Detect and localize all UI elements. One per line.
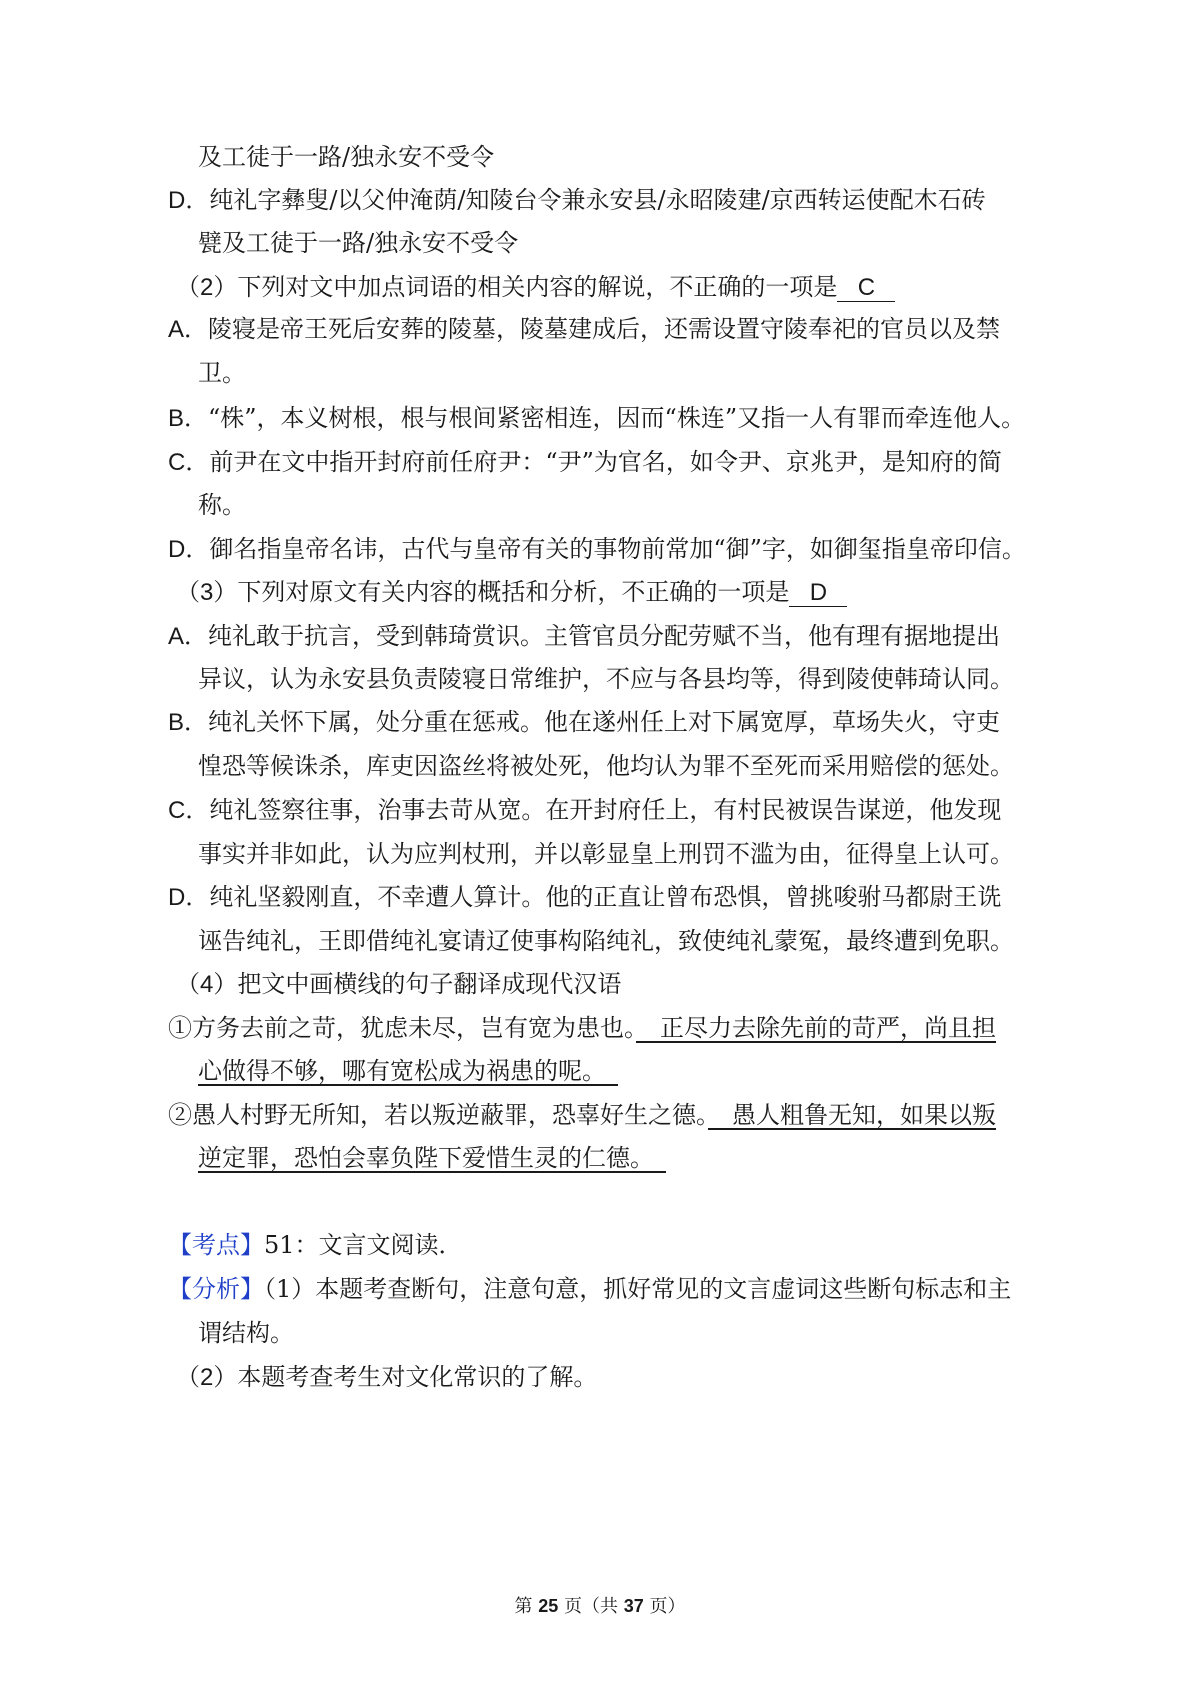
option-c-line xyxy=(168,794,1001,827)
option-d-line xyxy=(168,881,1001,914)
option-d-continuation xyxy=(198,925,1014,957)
option-b-line xyxy=(168,706,1000,739)
footer-mid: 页（共 xyxy=(564,1596,618,1617)
analysis-label: （2） xyxy=(176,1364,238,1391)
answer-translation: 心做得不够，哪有宽松成为祸患的呢。 xyxy=(198,1057,618,1085)
line-text: 陵寝是帝王死后安葬的陵墓，陵墓建成后，还需设置守陵奉祀的官员以及禁 xyxy=(208,315,1001,343)
option-a-continuation xyxy=(198,663,1014,695)
translation-2-continuation xyxy=(198,1142,666,1174)
answer-blank: C xyxy=(837,275,895,302)
current-page-number: 25 xyxy=(538,1596,559,1616)
line-text: 卫。 xyxy=(198,359,246,387)
analysis-2 xyxy=(176,1361,597,1394)
question-label: （4） xyxy=(176,971,238,998)
option-d-continuation xyxy=(198,227,518,259)
fenxi-label: 【分析】 xyxy=(168,1275,264,1303)
answer-translation: 逆定罪，恐怕会辜负陛下爱惜生灵的仁德。 xyxy=(198,1144,666,1172)
option-c-continuation xyxy=(198,838,1014,870)
line-text: 异议，认为永安县负责陵寝日常维护，不应与各县均等，得到陵使韩琦认同。 xyxy=(198,665,1014,693)
question-2 xyxy=(176,271,895,304)
line-text: 御名指皇帝名讳，古代与皇帝有关的事物前常加“御”字，如御玺指皇帝印信。 xyxy=(209,535,1026,563)
option-label: A． xyxy=(168,623,209,650)
page-footer xyxy=(0,1594,1200,1619)
line-text: 前尹在文中指开封府前任府尹：“尹”为官名，如令尹、京兆尹，是知府的简 xyxy=(209,448,1002,476)
answer-translation: 正尽力去除先前的苛严，尚且担 xyxy=(636,1014,996,1042)
line-text: 纯礼敢于抗言，受到韩琦赏识。主管官员分配劳赋不当，他有理有据地提出 xyxy=(208,622,1001,650)
line-text: 惶恐等候诛杀，库吏因盗丝将被处死，他均认为罪不至死而采用赔偿的惩处。 xyxy=(198,752,1014,780)
option-b-continuation xyxy=(198,750,1014,782)
option-label: D． xyxy=(168,187,210,214)
option-label: B． xyxy=(168,405,209,432)
fenxi-continuation xyxy=(198,1317,294,1349)
kaodian-text: 51：文言文阅读． xyxy=(264,1231,463,1259)
option-c-line xyxy=(168,446,1002,479)
line-text: 及工徒于一路/独永安不受令 xyxy=(198,143,495,171)
line-text: 诬告纯礼，王即借纯礼宴请辽使事构陷纯礼，致使纯礼蒙冤，最终遭到免职。 xyxy=(198,927,1014,955)
option-c-continuation xyxy=(198,141,494,173)
option-label: B． xyxy=(168,709,209,736)
line-text: 纯礼关怀下属，处分重在惩戒。他在遂州任上对下属宽厚，草场失火，守吏 xyxy=(208,708,1001,736)
item-marker: ② xyxy=(168,1101,192,1129)
option-a-line xyxy=(168,620,1000,653)
translation-1 xyxy=(168,1012,996,1044)
footer-suffix: 页） xyxy=(649,1596,686,1617)
kaodian-line xyxy=(168,1229,463,1261)
option-label: A． xyxy=(168,316,209,343)
question-text: 把文中画横线的句子翻译成现代汉语 xyxy=(237,970,622,998)
question-3 xyxy=(176,576,847,609)
option-label: D． xyxy=(168,536,210,563)
option-c-continuation xyxy=(198,489,246,521)
line-text: 谓结构。 xyxy=(198,1319,294,1347)
option-d-line xyxy=(168,184,986,217)
line-text: 称。 xyxy=(198,491,246,519)
question-label: （2） xyxy=(176,274,238,301)
total-page-number: 37 xyxy=(623,1596,644,1616)
source-sentence: 愚人村野无所知，若以叛逆蔽罪，恐辜好生之德。 xyxy=(192,1101,708,1129)
question-text: 下列对文中加点词语的相关内容的解说，不正确的一项是 xyxy=(237,273,838,301)
answer-blank: D xyxy=(789,580,847,607)
option-b-line xyxy=(168,402,1025,435)
analysis-text: 本题考查考生对文化常识的了解。 xyxy=(237,1363,598,1391)
footer-prefix: 第 xyxy=(514,1596,533,1617)
option-label: C． xyxy=(168,449,210,476)
line-text: 甓及工徒于一路/独永安不受令 xyxy=(198,229,519,257)
question-label: （3） xyxy=(176,579,238,606)
translation-2 xyxy=(168,1099,996,1131)
line-text: 事实并非如此，认为应判杖刑，并以彰显皇上刑罚不滥为由，征得皇上认可。 xyxy=(198,840,1014,868)
line-text: 纯礼签察往事，治事去苛从宽。在开封府任上，有村民被误告谋逆，他发现 xyxy=(209,796,1002,824)
line-text: 纯礼坚毅刚直，不幸遭人算计。他的正直让曾布恐惧，曾挑唆驸马都尉王诜 xyxy=(209,883,1002,911)
option-a-continuation xyxy=(198,357,246,389)
question-text: 下列对原文有关内容的概括和分析，不正确的一项是 xyxy=(237,578,790,606)
answer-translation: 愚人粗鲁无知，如果以叛 xyxy=(708,1101,996,1129)
option-label: C． xyxy=(168,797,210,824)
source-sentence: 方务去前之苛，犹虑未尽，岂有宽为患也。 xyxy=(192,1014,636,1042)
line-text: 纯礼字彝叟/以父仲淹荫/知陵台令兼永安县/永昭陵建/京西转运使配木石砖 xyxy=(209,186,986,214)
kaodian-label: 【考点】 xyxy=(168,1231,264,1259)
option-label: D． xyxy=(168,884,210,911)
question-4 xyxy=(176,968,621,1001)
line-text: “株”，本义树根，根与根间紧密相连，因而“株连”又指一人有罪而牵连他人。 xyxy=(208,404,1026,432)
fenxi-text: （1）本题考查断句，注意句意，抓好常见的文言虚词这些断句标志和主 xyxy=(264,1275,1012,1303)
item-marker: ① xyxy=(168,1014,192,1042)
option-d-line xyxy=(168,533,1026,566)
translation-1-continuation xyxy=(198,1055,618,1087)
option-a-line xyxy=(168,313,1000,346)
fenxi-line xyxy=(168,1273,1011,1305)
